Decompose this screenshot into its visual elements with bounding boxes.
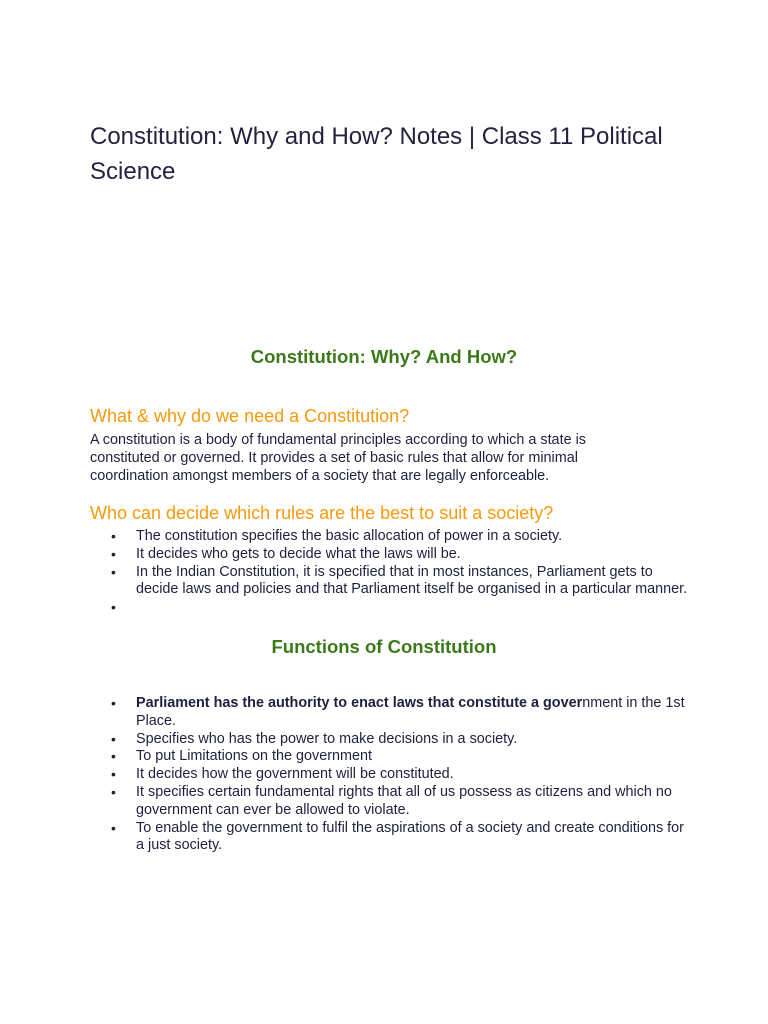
list-item: • The constitution specifies the basic allocation of power in a society. <box>90 528 690 546</box>
main-heading: Constitution: Why? And How? <box>250 346 518 367</box>
list-item-text: nment in the 1st Place. <box>136 695 685 729</box>
functions-list <box>90 695 690 855</box>
page-title: Constitution: Why and How? Notes | Class 11 Political Science <box>90 123 663 185</box>
list-item: • Specifies who has the power to make decisions in a society. <box>90 731 690 749</box>
list-item: • It decides who gets to decide what the laws will be. <box>90 546 690 564</box>
functions-heading: Functions of Constitution <box>271 636 497 657</box>
list-item: • It specifies certain fundamental rights that all of us possess as citizens and which no government can ever be allowed to violate. <box>90 784 690 820</box>
list-item: • In the Indian Constitution, it is specified that in most instances, Parliament gets to decide laws and policies and that Parliament itself be organised in a particular manner. <box>90 564 690 600</box>
section-heading-who-decides: Who can decide which rules are the best to suit a society? <box>90 503 554 523</box>
who-decides-list <box>90 528 690 617</box>
list-item <box>90 695 690 731</box>
section-heading-why-constitution: What & why do we need a Constitution? <box>90 406 410 426</box>
list-item: • To enable the government to fulfil the aspirations of a society and create conditions for a just society. <box>90 820 690 856</box>
list-item <box>90 599 690 617</box>
list-item: • It decides how the government will be constituted. <box>90 766 690 784</box>
list-item: • To put Limitations on the government <box>90 748 690 766</box>
constitution-definition-paragraph: A constitution is a body of fundamental principles according to which a state is constituted or governed. It provides a set of basic rules that allow for minimal coordination amongst members of a society that are legally enforceable. <box>90 432 586 484</box>
list-item-bold-text: Parliament has the authority to enact laws that constitute a gover <box>136 695 583 711</box>
